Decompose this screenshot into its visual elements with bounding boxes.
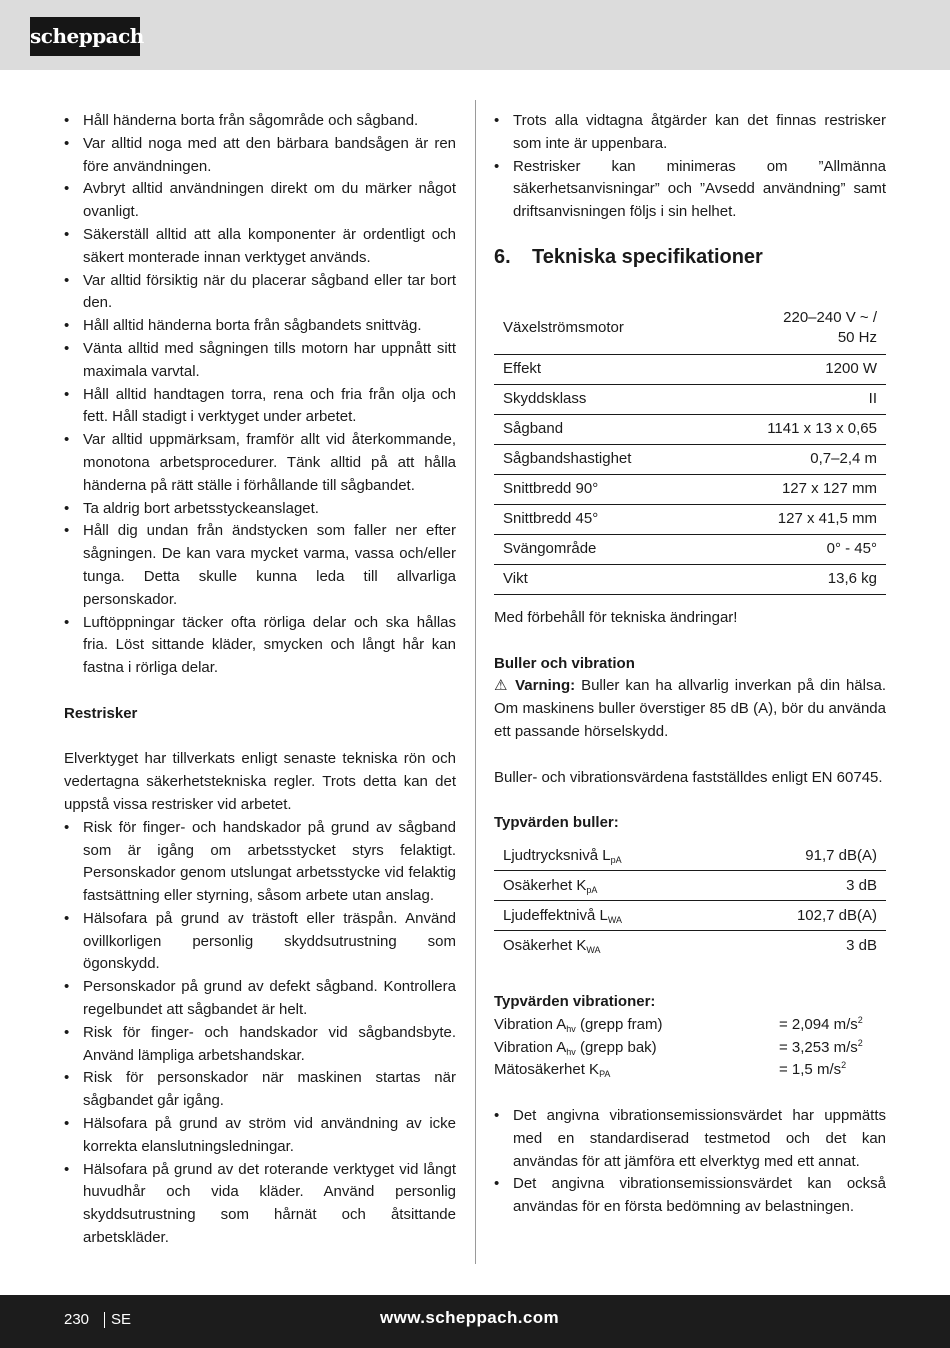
list-item: • Vänta alltid med sågningen tills motorn har uppnått sitt maximala varvtal. [64, 338, 456, 384]
noise-table [494, 841, 886, 961]
vibration-row: Vibration $A_{hv}$ (grepp fram) = 2,094 $m/s^2$ [494, 1014, 863, 1034]
spec-label: Växelströmsmotor [494, 302, 703, 355]
list-item: • Håll alltid handtagen torra, rena och fria från olja och fett. Håll stadigt i verktyget under arbetet. [64, 384, 456, 430]
list-item: • Hälsofara på grund av trästoft eller träspån. Använd ovillkorligen personlig skyddsutrustning som ögonskydd. [64, 908, 456, 976]
warning-triangle-icon: ⚠ [494, 677, 510, 695]
page-number: 230 [64, 1311, 90, 1328]
spec-value: II [703, 384, 886, 414]
restrisker-heading: Restrisker [64, 704, 138, 722]
spec-value: 1141 x 13 x 0,65 [703, 414, 886, 444]
page-header [0, 0, 950, 70]
spec-label: Sågbandshastighet [494, 444, 703, 474]
noise-label: Osäkerhet $K_{WA}$ [503, 937, 601, 956]
list-item: • Håll alltid händerna borta från sågbandets snittväg. [64, 315, 456, 338]
list-item: • Var alltid noga med att den bärbara bandsågen är ren före användningen. [64, 133, 456, 179]
list-item: • Hälsofara på grund av ström vid användning av icke korrekta elanslutningsledningar. [64, 1113, 456, 1159]
list-item: • Ta aldrig bort arbetsstyckeanslaget. [64, 498, 456, 521]
vibration-heading: Typvärden vibrationer: [494, 992, 656, 1010]
list-item: • Personskador på grund av defekt sågband. Kontrollera regelbundet att sågbandet är helt. [64, 976, 456, 1022]
list-item: • Risk för personskador när maskinen startas när sågbandet går igång. [64, 1067, 456, 1113]
spec-label: Effekt [494, 354, 703, 384]
spec-value: 0° - 45° [703, 534, 886, 564]
table-row [494, 534, 886, 564]
list-item: • Trots alla vidtagna åtgärder kan det finnas restrisker som inte är uppenbara. [494, 110, 886, 156]
list-item: • Avbryt alltid användningen direkt om du märker något ovanligt. [64, 178, 456, 224]
right-column [494, 110, 886, 1219]
restrisker-bullet-list [64, 817, 456, 1250]
safety-bullet-list [64, 110, 456, 680]
list-item: • Det angivna vibrationsemissionsvärdet kan också användas för en första bedömning av belastningen. [494, 1173, 886, 1219]
list-item: • Det angivna vibrationsemissionsvärdet har uppmätts med en standardiserad testmetod och det kan användas för att jämföra ett elverktyg med ett annat. [494, 1105, 886, 1173]
residual-risk-bullet-list [494, 110, 886, 224]
page-footer [0, 1295, 950, 1348]
spec-label: Snittbredd 90° [494, 474, 703, 504]
spec-label: Sågband [494, 414, 703, 444]
list-item: • Var alltid uppmärksam, framför allt vid återkommande, monotona arbetsprocedurer. Tänk alltid på att hålla händerna på rätt ställe i förhållande till sågbandet. [64, 429, 456, 497]
list-item: • Hälsofara på grund av det roterande verktyget vid långt huvudhår och vida kläder. Använd personlig skyddsutrustning som hårnät och åtsittande arbetskläder. [64, 1159, 456, 1250]
list-item: • Håll händerna borta från sågområde och sågband. [64, 110, 456, 133]
table-row [494, 901, 886, 931]
list-item: • Håll dig undan från ändstycken som faller ner efter sågningen. De kan vara mycket varma, vassa och/eller tunga. Detta skulle kunna leda till allvarliga personskador. [64, 520, 456, 611]
warning-paragraph [494, 675, 886, 743]
brand-logo: scheppach [30, 17, 140, 56]
list-item: • Risk för finger- och handskador vid sågbandsbyte. Använd lämpliga arbetshandskar. [64, 1022, 456, 1068]
spec-note: Med förbehåll för tekniska ändringar! [494, 608, 738, 626]
warning-label: Varning: [515, 677, 576, 695]
noise-value: 3 dB [846, 937, 877, 955]
spec-value: 127 x 41,5 mm [703, 504, 886, 534]
spec-label: Vikt [494, 564, 703, 594]
table-row [494, 474, 886, 504]
list-item: • Var alltid försiktig när du placerar sågband eller tar bort den. [64, 270, 456, 316]
vibration-row: Mätosäkerhet $K_{PA}$ = 1,5 $m/s^2$ [494, 1060, 847, 1080]
table-row [494, 444, 886, 474]
table-row [494, 302, 886, 355]
noise-value: 102,7 dB(A) [722, 901, 886, 931]
noise-label: Ljudtrycksnivå $L_{pA}$ [494, 841, 722, 871]
list-item: • Risk för finger- och handskador på grund av sågband som är igång om arbetsstycket styrs felaktigt. Personskador genom utslungat arbetsstycke vid felaktig fastsättning eller styrning, såsom arbete utan anslag. [64, 817, 456, 908]
restrisker-intro: Elverktyget har tillverkats enligt senaste tekniska rön och vedertagna säkerhetstekniska regler. Trots detta kan det uppstå vissa restrisker vid arbetet. [64, 750, 456, 813]
measured-text: Buller- och vibrationsvärdena fastställdes enligt EN 60745. [494, 768, 883, 786]
vibration-bullet-list [494, 1105, 886, 1219]
spec-label: Snittbredd 45° [494, 504, 703, 534]
section-title-text: Tekniska specifikationer [532, 245, 763, 268]
spec-value: 1200 W [703, 354, 886, 384]
noise-values-heading: Typvärden buller: [494, 814, 619, 832]
list-item: • Luftöppningar täcker ofta rörliga delar och ska hållas fria. Löst sittande kläder, smycken och långt hår kan fastna i rörliga delar. [64, 612, 456, 680]
table-row [494, 871, 886, 901]
column-divider [475, 100, 476, 1264]
noise-label: Ljudeffektnivå $L_{WA}$ [494, 901, 722, 931]
left-column [64, 110, 456, 1250]
noise-value: 91,7 dB(A) [722, 841, 886, 871]
spec-table [494, 302, 886, 595]
section-number: 6. [494, 245, 511, 268]
website-link[interactable]: www.scheppach.com [380, 1308, 560, 1327]
table-row [494, 931, 886, 961]
spec-value: 13,6 kg [703, 564, 886, 594]
spec-label: Skyddsklass [494, 384, 703, 414]
spec-value: 220–240 V ~ / 50 Hz [703, 302, 886, 355]
section-title [494, 244, 886, 270]
noise-label: Osäkerhet $K_{pA}$ [494, 871, 722, 901]
table-row [494, 841, 886, 871]
spec-value: 0,7–2,4 m [703, 444, 886, 474]
warning-text: Buller kan ha allvarlig inverkan på din hälsa. Om maskinens buller överstiger 85 dB (A), bör du använda ett passande hörselskydd. [494, 677, 886, 740]
table-row [494, 564, 886, 594]
table-row [494, 384, 886, 414]
spec-label: Svängområde [494, 534, 703, 564]
noise-heading: Buller och vibration [494, 654, 635, 672]
vibration-row: Vibration $A_{hv}$ (grepp bak) = 3,253 $m/s^2$ [494, 1037, 863, 1057]
list-item: • Restrisker kan minimeras om ”Allmänna säkerhetsanvisningar” och ”Avsedd användning” samt driftsanvisningen följs i sin helhet. [494, 156, 886, 224]
table-row [494, 354, 886, 384]
language-code: SE [104, 1312, 131, 1328]
spec-value: 127 x 127 mm [703, 474, 886, 504]
list-item: • Säkerställ alltid att alla komponenter är ordentligt och säkert monterade innan verktyget används. [64, 224, 456, 270]
noise-value: 3 dB [722, 871, 886, 901]
table-row [494, 504, 886, 534]
table-row [494, 414, 886, 444]
